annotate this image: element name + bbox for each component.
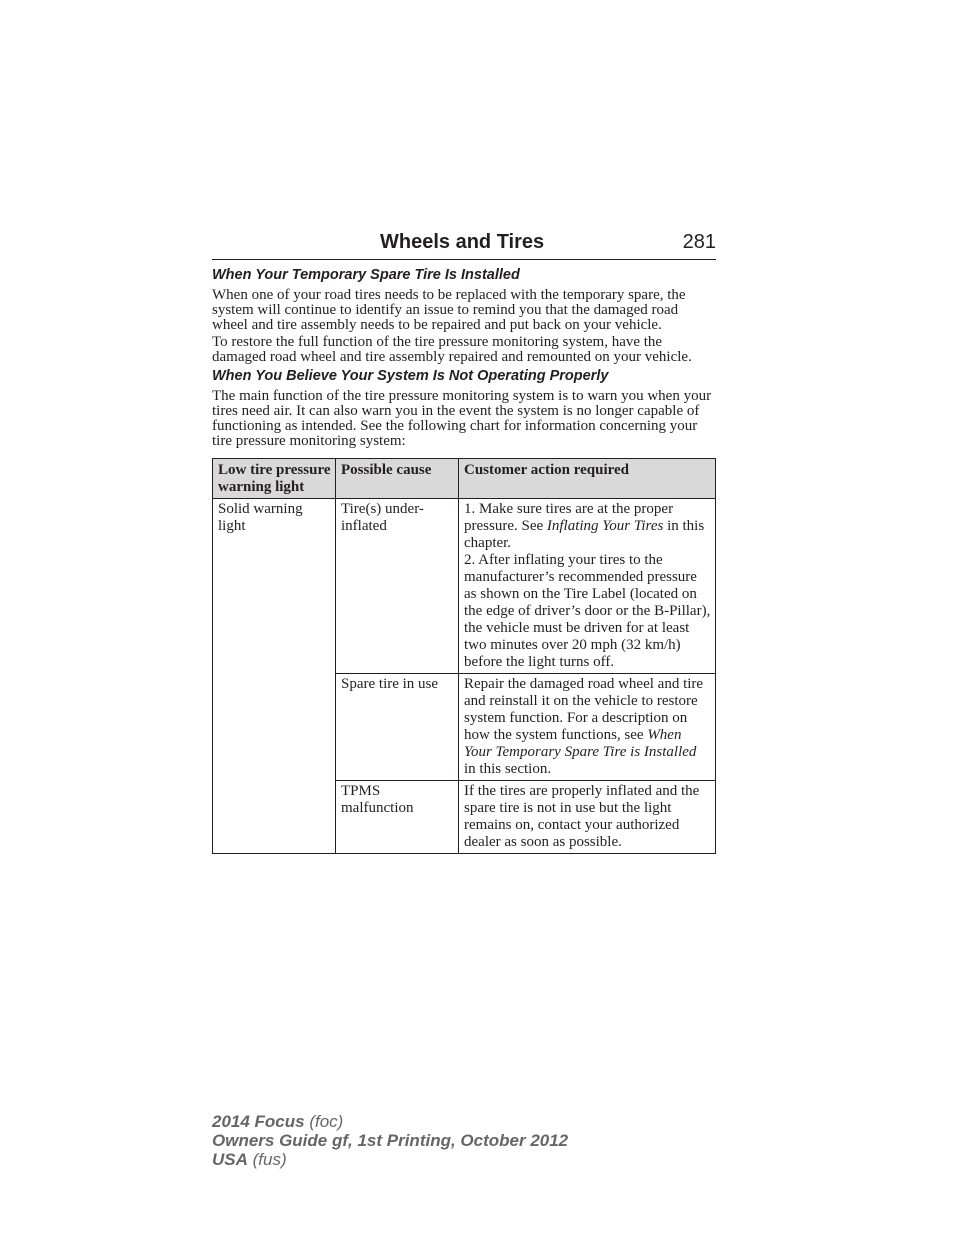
footer-market: USA	[212, 1150, 248, 1169]
page-content	[212, 266, 716, 854]
action-text: 2. After inflating your tires to the manufacturer’s recommended pressure as shown on the Tire Label (located on the edge of driver’s door or the B-Pillar), the vehicle must be driven for at least two minutes over 20 mph (32 km/h) before the light turns off.	[464, 552, 711, 670]
table-header-row	[213, 459, 716, 499]
warning-light-cell: Solid warning light	[213, 499, 336, 854]
action-cell	[459, 781, 716, 854]
footer-model-code: (foc)	[304, 1112, 344, 1131]
section-heading-system-not-operating: When You Believe Your System Is Not Operating Properly	[212, 368, 609, 384]
page-title: Wheels and Tires	[380, 231, 545, 253]
paragraph: When one of your road tires needs to be replaced with the temporary spare, the system will continue to identify an issue to remind you that the damaged road wheel and tire assembly needs to be repaired and put back on your vehicle.	[212, 287, 686, 333]
tpms-chart-table	[212, 458, 716, 854]
cause-cell: TPMS malfunction	[336, 781, 459, 854]
paragraph: The main function of the tire pressure monitoring system is to warn you when your tires need air. It can also warn you in the event the system is no longer capable of functioning as intended. See the following chart for information concerning your tire pressure monitoring system:	[212, 388, 712, 449]
cause-cell: Tire(s) under-inflated	[336, 499, 459, 674]
action-reference: Inflating Your Tires	[546, 518, 664, 534]
footer-line-market	[212, 1150, 568, 1169]
cause-cell: Spare tire in use	[336, 674, 459, 781]
footer-line-printing	[212, 1131, 568, 1150]
column-header-possible-cause: Possible cause	[336, 459, 459, 499]
column-header-customer-action: Customer action required	[459, 459, 716, 499]
column-header-warning-light: Low tire pressure warning light	[213, 459, 336, 499]
footer-model: 2014 Focus	[212, 1112, 305, 1131]
footer-market-code: (fus)	[247, 1150, 287, 1169]
page-header	[212, 229, 716, 260]
footer-line-model	[212, 1112, 568, 1131]
table-row	[213, 499, 716, 674]
footer-printing: Owners Guide gf, 1st Printing, October 2012	[212, 1131, 569, 1150]
action-cell	[459, 674, 716, 781]
action-text: If the tires are properly inflated and the spare tire is not in use but the light remains on, contact your authorized dealer as soon as possible.	[464, 783, 700, 850]
action-cell	[459, 499, 716, 674]
paragraph: To restore the full function of the tire pressure monitoring system, have the damaged road wheel and tire assembly repaired and remounted on your vehicle.	[212, 334, 692, 365]
page-number: 281	[682, 231, 716, 253]
section-heading-spare-tire: When Your Temporary Spare Tire Is Installed	[212, 267, 520, 283]
action-text: Repair the damaged road wheel and tire and reinstall it on the vehicle to restore system function. For a description on how the system functions, see	[464, 676, 704, 743]
action-text: 1. Make sure tires are at the proper pressure. See	[464, 501, 674, 534]
action-reference: When Your Temporary Spare Tire is Installed	[464, 727, 697, 760]
action-text: in this chapter.	[464, 518, 705, 551]
action-text: in this section.	[464, 761, 552, 777]
page-footer	[212, 1112, 568, 1169]
